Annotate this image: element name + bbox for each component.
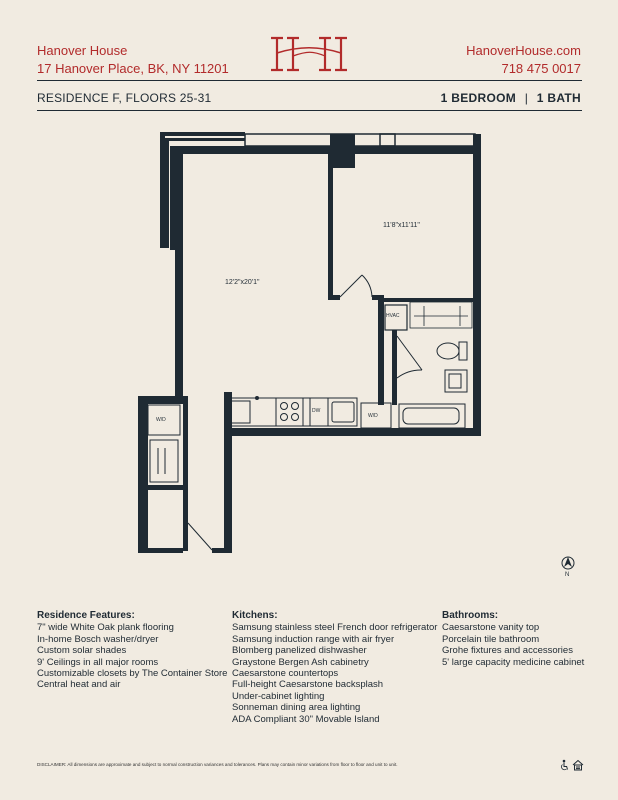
bedroom-door xyxy=(340,275,372,297)
building-address: 17 Hanover Place, BK, NY 11201 xyxy=(37,61,229,76)
list-item: Central heat and air xyxy=(37,679,121,691)
list-item: Porcelain tile bathroom xyxy=(442,633,540,645)
bedroom-closet xyxy=(410,302,472,328)
equal-housing-icon xyxy=(573,761,583,771)
bath-count: 1 BATH xyxy=(536,91,581,105)
bathroom-features-heading: Bathrooms: xyxy=(442,610,499,621)
residence-title: RESIDENCE F, FLOORS 25-31 xyxy=(37,91,212,105)
list-item: Caesarstone countertops xyxy=(232,668,339,680)
phone-number[interactable]: 718 475 0017 xyxy=(501,61,581,76)
walls xyxy=(138,132,481,553)
bathtub xyxy=(399,404,465,428)
list-item: Caesarstone vanity top xyxy=(442,622,540,634)
footer-icons xyxy=(560,759,584,771)
list-item: Customizable closets by The Container Store xyxy=(37,668,228,680)
accessibility-icon xyxy=(561,760,568,770)
list-item: 7" wide White Oak plank flooring xyxy=(37,622,174,634)
fridge-marker-icon xyxy=(255,396,259,400)
list-item: 9' Ceilings in all major rooms xyxy=(37,656,159,668)
hvac-label: HVAC xyxy=(386,313,400,319)
disclaimer-text: DISCLAIMER: All dimensions are approximate and subject to normal construction variances and tolerances. Plans may contain minor variations from floor to floor and unit to unit. xyxy=(37,762,398,767)
list-item: Full-height Caesarstone backsplash xyxy=(232,679,384,691)
website-link[interactable]: HanoverHouse.com xyxy=(466,43,581,58)
toilet-icon xyxy=(437,342,467,360)
living-room-dimensions: 12'2"x20'1" xyxy=(225,279,260,286)
residence-features-heading: Residence Features: xyxy=(37,610,135,621)
closet-wd-label: W/D xyxy=(156,417,166,423)
list-item: Blomberg panelized dishwasher xyxy=(232,645,367,657)
list-item: Samsung stainless steel French door refrigerator xyxy=(232,622,438,634)
compass-label: N xyxy=(565,572,570,578)
bathroom-door xyxy=(397,336,422,378)
list-item: In-home Bosch washer/dryer xyxy=(37,633,159,645)
bedroom-count: 1 BEDROOM xyxy=(440,91,517,105)
list-item: 5' large capacity medicine cabinet xyxy=(442,656,585,668)
dishwasher-label: DW xyxy=(312,408,321,414)
list-item: Sonneman dining area lighting xyxy=(232,702,361,714)
list-item: Samsung induction range with air fryer xyxy=(232,633,395,645)
list-item: Grohe fixtures and accessories xyxy=(442,645,573,657)
residence-features xyxy=(37,610,227,691)
building-name: Hanover House xyxy=(37,43,128,58)
bathroom-features xyxy=(442,610,584,668)
meta-separator: | xyxy=(524,91,529,105)
list-item: Custom solar shades xyxy=(37,645,127,657)
kitchen-wd-label: W/D xyxy=(368,413,378,419)
list-item: Under-cabinet lighting xyxy=(232,690,325,702)
compass-north-icon xyxy=(561,556,575,582)
kitchen-features-heading: Kitchens: xyxy=(232,610,278,621)
list-item: Graystone Bergen Ash cabinetry xyxy=(232,656,369,668)
kitchen-features xyxy=(232,610,437,725)
vanity-sink xyxy=(445,370,467,392)
list-item: ADA Compliant 30" Movable Island xyxy=(232,713,380,725)
bedroom-dimensions: 11'8"x11'11" xyxy=(383,222,420,229)
